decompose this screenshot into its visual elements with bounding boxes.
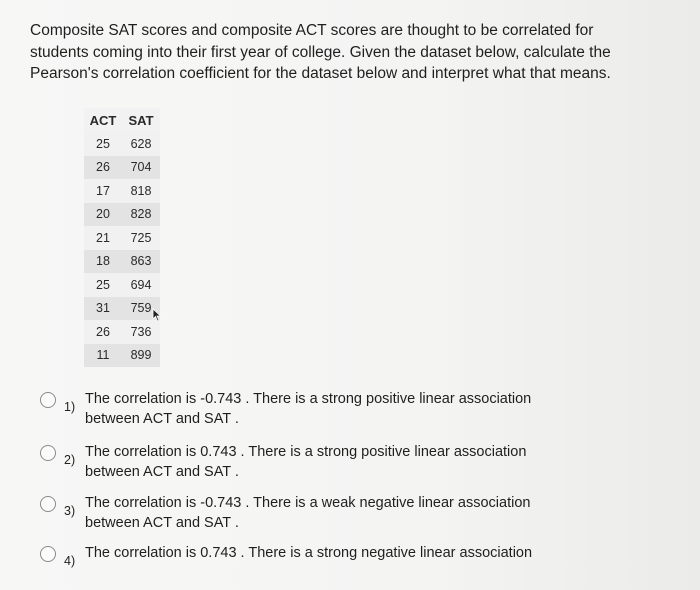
table-row: [84, 250, 160, 274]
sat-cell: 899: [122, 344, 160, 368]
table-row: [84, 344, 160, 368]
table-row: [84, 132, 160, 156]
radio-button-3[interactable]: [40, 496, 56, 512]
table-row: [84, 226, 160, 250]
radio-button-2[interactable]: [40, 445, 56, 461]
sat-cell: 759: [122, 297, 160, 321]
answer-option-4[interactable]: [40, 546, 660, 590]
act-cell: 26: [84, 320, 122, 344]
act-cell: 20: [84, 203, 122, 227]
dataset-table: [84, 108, 160, 367]
table-row: [84, 273, 160, 297]
sat-cell: 628: [122, 132, 160, 156]
question-text: Composite SAT scores and composite ACT scores are thought to be correlated for students coming into their first year of college. Given the dataset below, calculate the Pearson's correlation coefficient for the dataset below and interpret what that means.: [30, 22, 611, 82]
sat-cell: 818: [122, 179, 160, 203]
sat-cell: 828: [122, 203, 160, 227]
act-cell: 25: [84, 132, 122, 156]
act-cell: 25: [84, 273, 122, 297]
column-header-sat: SAT: [122, 108, 160, 132]
option-number: 3): [64, 504, 76, 518]
radio-button-1[interactable]: [40, 392, 56, 408]
mouse-cursor-icon: [152, 308, 162, 322]
option-number: 4): [64, 554, 76, 568]
act-cell: 31: [84, 297, 122, 321]
column-header-act: ACT: [84, 108, 122, 132]
answer-option-3[interactable]: [40, 496, 660, 540]
table-row: [84, 203, 160, 227]
answer-option-1[interactable]: [40, 392, 660, 436]
option-text: The correlation is -0.743 . There is a strong positive linear association between ACT and SAT .: [85, 391, 532, 427]
answer-option-2[interactable]: [40, 445, 660, 489]
act-cell: 26: [84, 156, 122, 180]
table-row: [84, 179, 160, 203]
table-header-row: [84, 108, 160, 132]
sat-cell: 863: [122, 250, 160, 274]
sat-cell: 736: [122, 320, 160, 344]
radio-button-4[interactable]: [40, 546, 56, 562]
act-cell: 18: [84, 250, 122, 274]
table-row: [84, 297, 160, 321]
sat-cell: 725: [122, 226, 160, 250]
act-cell: 17: [84, 179, 122, 203]
option-number: 2): [64, 453, 76, 467]
option-text: The correlation is 0.743 . There is a strong positive linear association between ACT and SAT .: [85, 444, 527, 480]
act-cell: 11: [84, 344, 122, 368]
table-row: [84, 320, 160, 344]
table-row: [84, 156, 160, 180]
act-cell: 21: [84, 226, 122, 250]
option-text: The correlation is -0.743 . There is a weak negative linear association between ACT and SAT .: [85, 495, 531, 531]
sat-cell: 694: [122, 273, 160, 297]
sat-cell: 704: [122, 156, 160, 180]
option-text: The correlation is 0.743 . There is a strong negative linear association: [85, 545, 533, 561]
option-number: 1): [64, 400, 76, 414]
